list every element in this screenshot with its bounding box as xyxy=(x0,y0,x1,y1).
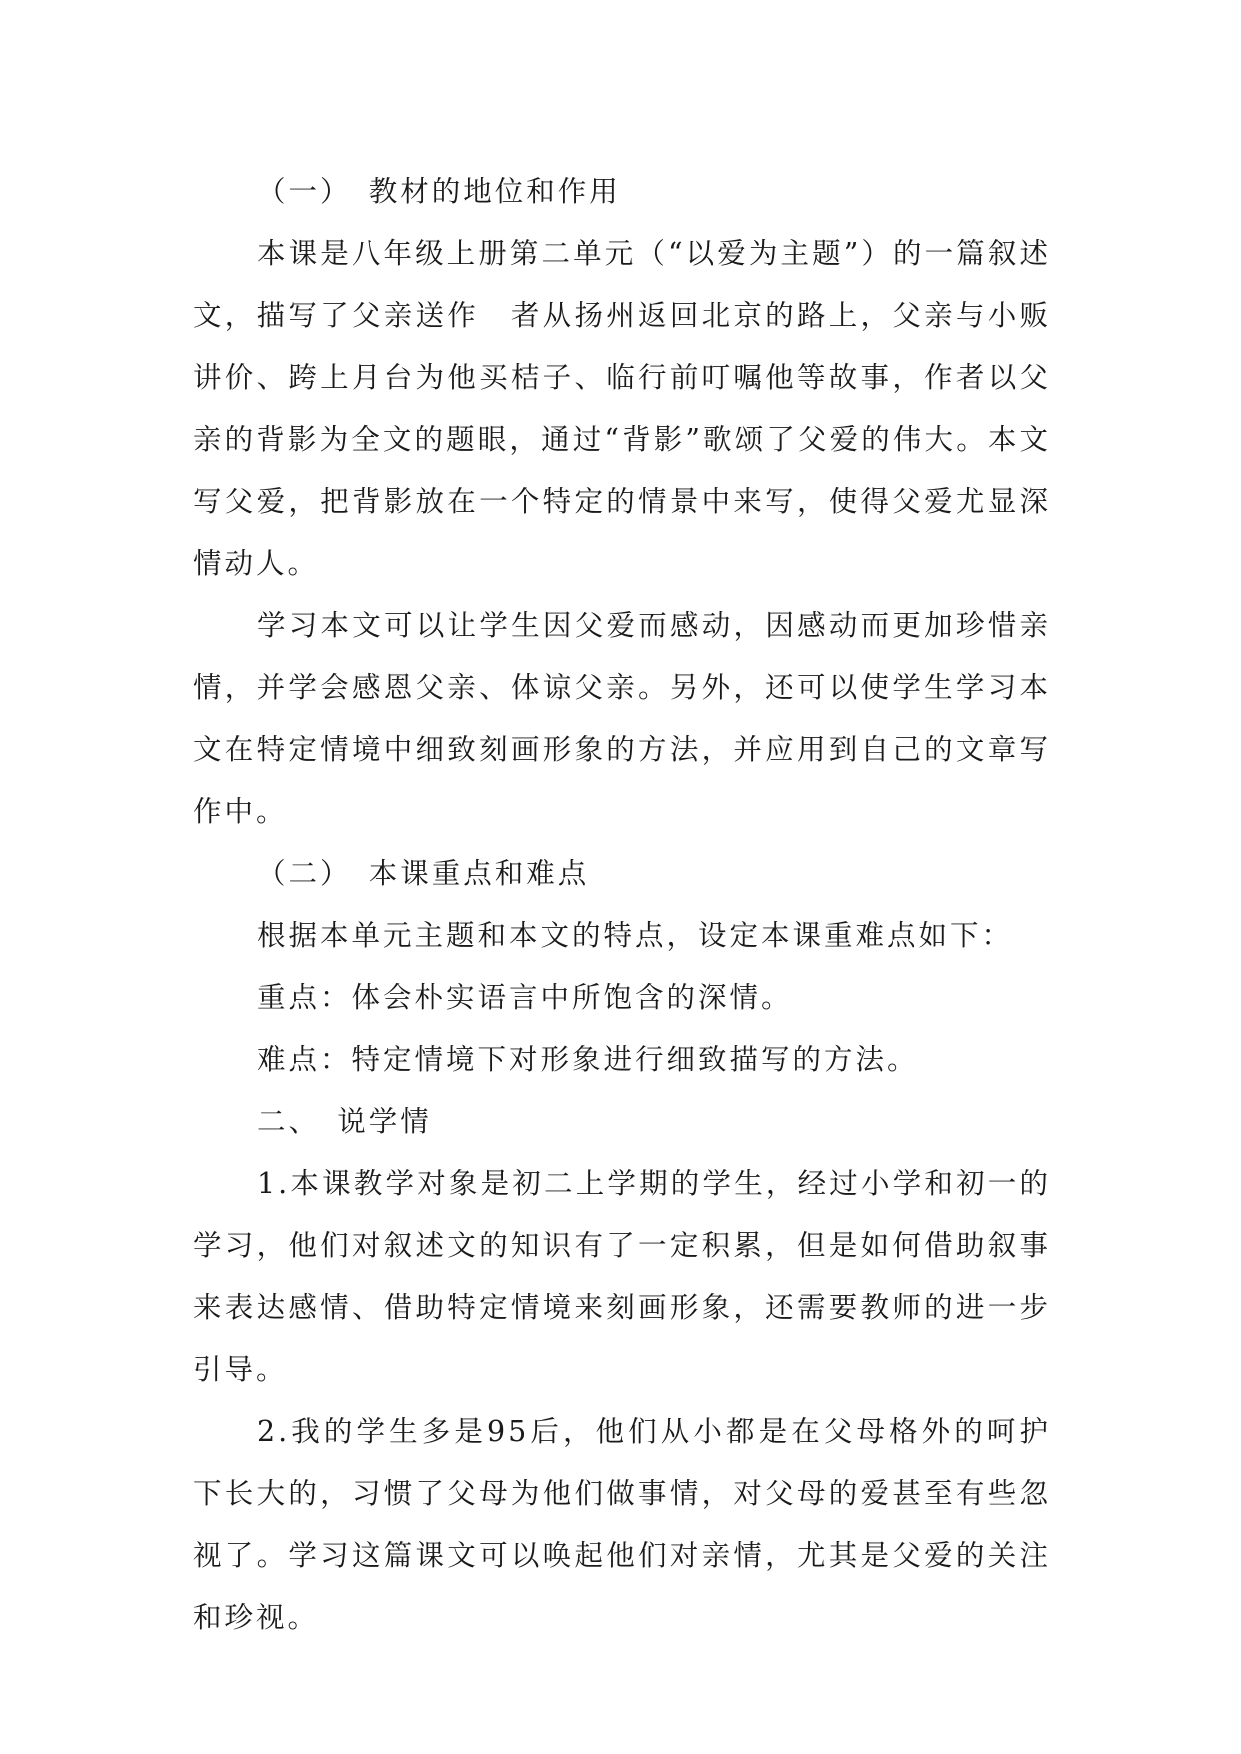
paragraph-student-analysis-1: 1.本课教学对象是初二上学期的学生，经过小学和初一的学习，他们对叙述文的知识有了一定积累，但是如何借助叙事来表达感情、借助特定情境来刻画形象，还需要教师的进一步引导。 xyxy=(193,1167,1051,1386)
section-heading-key-points: （二） 本课重点和难点 xyxy=(257,857,590,890)
paragraph-key-points-intro: 根据本单元主题和本文的特点，设定本课重难点如下： xyxy=(257,919,1014,952)
paragraph-learning-value: 学习本文可以让学生因父爱而感动，因感动而更加珍惜亲情，并学会感恩父亲、体谅父亲。另外，还可以使学生学习本文在特定情境中细致刻画形象的方法，并应用到自己的文章写作中。 xyxy=(193,609,1051,828)
document-body xyxy=(193,161,1051,1649)
paragraph-lesson-overview: 本课是八年级上册第二单元（“以爱为主题”）的一篇叙述文，描写了父亲送作 者从扬州返回北京的路上，父亲与小贩讲价、跨上月台为他买桔子、临行前叮嘱他等故事，作者以父亲的背影为全文的题眼，通过“背影”歌颂了父爱的伟大。本文写父爱，把背影放在一个特定的情景中来写，使得父爱尤显深情动人。 xyxy=(193,237,1051,580)
paragraph-difficult-point: 难点：特定情境下对形象进行细致描写的方法。 xyxy=(257,1043,919,1076)
paragraph-key-point: 重点：体会朴实语言中所饱含的深情。 xyxy=(257,981,793,1014)
section-heading-student-analysis: 二、 说学情 xyxy=(257,1105,432,1138)
section-heading-teaching-material: （一） 教材的地位和作用 xyxy=(257,175,621,208)
paragraph-student-analysis-2: 2.我的学生多是95后，他们从小都是在父母格外的呵护下长大的，习惯了父母为他们做事情，对父母的爱甚至有些忽视了。学习这篇课文可以唤起他们对亲情，尤其是父爱的关注和珍视。 xyxy=(193,1415,1051,1634)
